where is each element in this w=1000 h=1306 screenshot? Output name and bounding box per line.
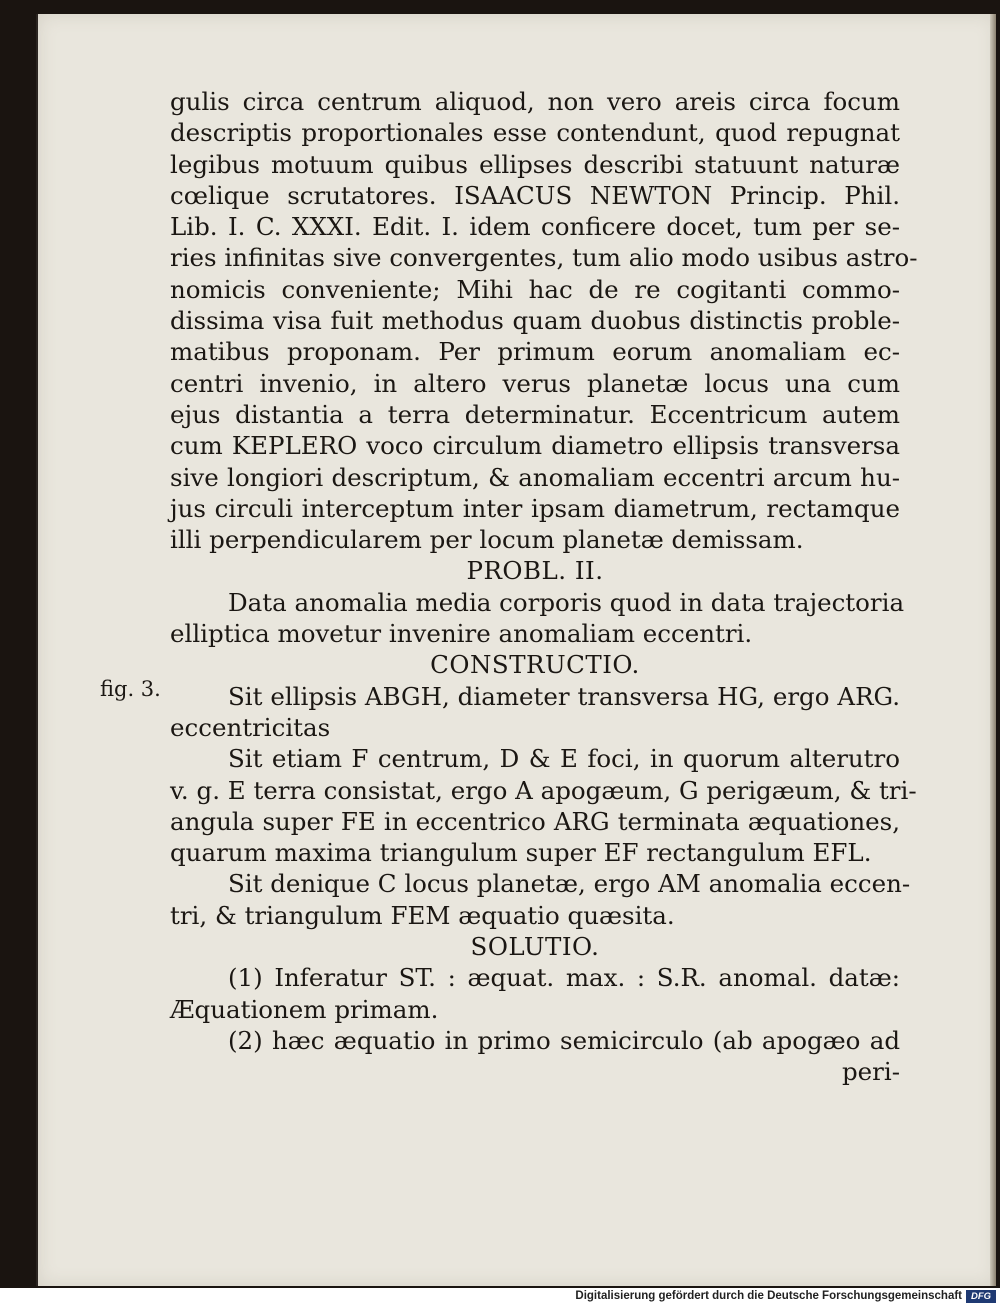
text-line: Sit denique C locus planetæ, ergo AM anomalia eccen- xyxy=(228,869,911,899)
funding-credit: Digitalisierung gefördert durch die Deutsche Forschungsgemeinschaft xyxy=(575,1290,962,1302)
section-heading: CONSTRUCTIO. xyxy=(430,650,640,680)
text-line: v. g. E terra consistat, ergo A apogæum, G perigæum, & tri- xyxy=(170,775,917,805)
text-line: (1) Inferatur ST. : æquat. max. : S.R. anomal. datæ: xyxy=(228,963,900,993)
text-line: dissima visa fuit methodus quam duobus distinctis proble- xyxy=(170,306,900,336)
text-line: nomicis conveniente; Mihi hac de re cogitanti commo- xyxy=(170,274,900,304)
text-line: jus circuli interceptum inter ipsam diametrum, rectamque xyxy=(170,493,900,523)
text-line: Sit ellipsis ABGH, diameter transversa HG, ergo ARG. xyxy=(228,681,900,711)
text-line: quarum maxima triangulum super EF rectangulum EFL. xyxy=(170,838,872,868)
text-line: Data anomalia media corporis quod in data trajectoria xyxy=(228,587,905,617)
text-line: eccentricitas xyxy=(170,712,331,742)
section-heading: SOLUTIO. xyxy=(470,932,600,962)
text-line: (2) hæc æquatio in primo semicirculo (ab apogæo ad xyxy=(228,1025,900,1055)
page-edge xyxy=(990,14,996,1286)
text-line: cœlique scrutatores. ISAACUS NEWTON Princip. Phil. xyxy=(170,180,900,210)
text-line: ries infinitas sive convergentes, tum alio modo usibus astro- xyxy=(170,243,918,273)
text-line: peri- xyxy=(841,1057,900,1087)
page-text xyxy=(170,86,918,1088)
text-line: Lib. I. C. XXXI. Edit. I. idem conficere docet, tum per se- xyxy=(170,212,900,242)
figure-reference-note: fig. 3. xyxy=(100,677,161,701)
text-line: angula super FE in eccentrico ARG terminata æquationes, xyxy=(170,806,900,836)
text-line: centri invenio, in altero verus planetæ locus una cum xyxy=(170,368,900,398)
text-line: elliptica movetur invenire anomaliam eccentri. xyxy=(170,619,753,649)
text-line: sive longiori descriptum, & anomaliam eccentri arcum hu- xyxy=(170,462,900,492)
section-heading: PROBL. II. xyxy=(466,556,604,586)
text-line: gulis circa centrum aliquod, non vero areis circa focum xyxy=(170,87,900,116)
text-line: cum KEPLERO voco circulum diametro ellipsis transversa xyxy=(170,431,900,461)
text-line: descriptis proportionales esse contendunt, quod repugnat xyxy=(170,118,900,148)
text-line: Æquationem primam. xyxy=(170,994,439,1024)
text-line: illi perpendicularem per locum planetæ demissam. xyxy=(170,525,804,555)
text-line: legibus motuum quibus ellipses describi statuunt naturæ xyxy=(170,149,900,179)
text-line: matibus proponam. Per primum eorum anomaliam ec- xyxy=(170,337,900,367)
footer-bar xyxy=(0,1288,1000,1306)
text-line: tri, & triangulum FEM æquatio quæsita. xyxy=(170,900,675,930)
text-line: Sit etiam F centrum, D & E foci, in quorum alterutro xyxy=(228,744,900,774)
text-line: ejus distantia a terra determinatur. Eccentricum autem xyxy=(170,399,900,429)
dfg-logo: DFG xyxy=(966,1290,996,1303)
